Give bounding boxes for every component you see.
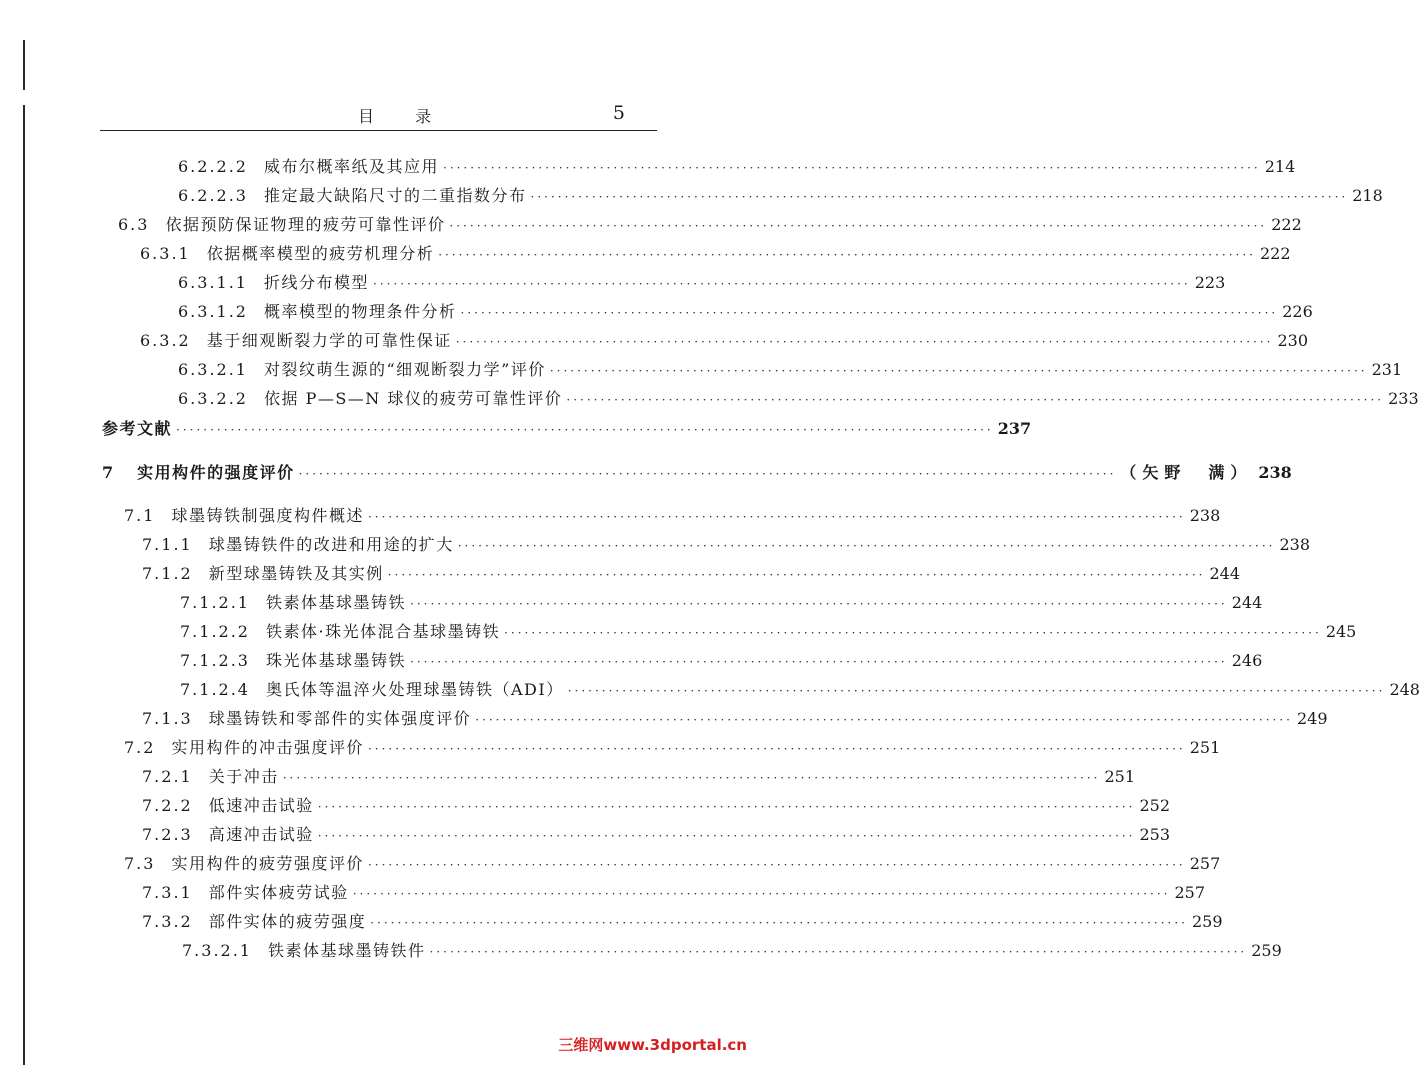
page-ref: 249 <box>1296 709 1328 728</box>
section-title: 球墨铸铁和零部件的实体强度评价 <box>208 709 472 728</box>
leader-dots: ························································································································ <box>566 393 1385 407</box>
page-ref: 214 <box>1264 157 1296 176</box>
page-ref: 246 <box>1231 651 1263 670</box>
toc-entry <box>124 735 1221 761</box>
toc-entry <box>142 909 1223 935</box>
section-number: 7.1.2.4 <box>180 680 250 699</box>
section-title: 基于细观断裂力学的可靠性保证 <box>206 331 452 350</box>
section-number: 7.1 <box>124 506 156 525</box>
leader-dots: ························································································································ <box>475 713 1293 727</box>
section-title: 威布尔概率纸及其应用 <box>263 157 439 176</box>
page-ref: 252 <box>1139 796 1171 815</box>
section-title: 铁素体基球墨铸铁 <box>265 593 406 612</box>
section-title: 实用构件的强度评价 <box>137 463 295 482</box>
page-number: 5 <box>612 102 625 124</box>
leader-dots: ························································································································ <box>457 539 1276 553</box>
toc-entry <box>180 590 1263 616</box>
section-number: 6.3.2 <box>140 331 191 350</box>
leader-dots: ························································································································ <box>460 306 1279 320</box>
leader-dots: ························································································································ <box>443 161 1261 175</box>
toc-entry <box>140 241 1291 267</box>
section-number: 7.1.2 <box>142 564 193 583</box>
page-ref: 230 <box>1277 331 1309 350</box>
section-title: 球墨铸铁制强度构件概述 <box>171 506 364 525</box>
section-title: 依据概率模型的疲劳机理分析 <box>206 244 435 263</box>
page-ref: 222 <box>1271 215 1302 234</box>
toc-entry <box>142 822 1171 848</box>
section-title: 参考文献 <box>102 419 173 438</box>
section-title: 部件实体疲劳试验 <box>208 883 349 902</box>
section-number: 7.2.3 <box>142 825 193 844</box>
section-title: 新型球墨铸铁及其实例 <box>208 564 384 583</box>
page-ref: 253 <box>1139 825 1171 844</box>
section-number: 6.2.2.3 <box>178 186 248 205</box>
toc-entry <box>180 648 1263 674</box>
section-number: 7.3 <box>124 854 156 873</box>
section-number: 6.3.1.1 <box>178 273 248 292</box>
page-ref: 248 <box>1389 680 1420 699</box>
section-title: 依据 P—S—N 球仪的疲劳可靠性评价 <box>263 389 563 408</box>
leader-dots: ························································································································ <box>438 248 1256 262</box>
toc-entry <box>142 706 1328 732</box>
page-ref: 231 <box>1371 360 1403 379</box>
page-header <box>100 102 657 131</box>
page-ref: 238 <box>1279 535 1311 554</box>
page-ref: 238 <box>1258 463 1292 482</box>
toc-entry <box>178 183 1383 209</box>
toc-entry <box>178 270 1226 296</box>
section-number: 6.3.2.1 <box>178 360 248 379</box>
section-number: 7 <box>102 463 116 482</box>
leader-dots: ························································································································ <box>429 945 1248 959</box>
running-head-title: 目 录 <box>358 107 450 126</box>
toc-entry <box>182 938 1282 964</box>
section-title: 低速冲击试验 <box>208 796 314 815</box>
leader-dots: ························································································································ <box>567 684 1386 698</box>
section-number: 7.1.2.2 <box>180 622 250 641</box>
leader-dots: ························································································································ <box>530 190 1349 204</box>
section-number: 6.3.1.2 <box>178 302 248 321</box>
section-title: 折线分布模型 <box>263 273 369 292</box>
toc-entry <box>140 328 1309 354</box>
section-number: 6.3.2.2 <box>178 389 248 408</box>
toc-entry <box>142 764 1136 790</box>
toc-entry <box>178 154 1296 180</box>
toc-entry <box>178 299 1313 325</box>
section-title: 对裂纹萌生源的“细观断裂力学”评价 <box>263 360 546 379</box>
section-title: 奥氏体等温淬火处理球墨铸铁（ADI） <box>265 680 564 699</box>
leader-dots: ························································································································ <box>370 916 1188 930</box>
leader-dots: ························································································································ <box>367 510 1186 524</box>
leader-dots: ························································································································ <box>387 568 1206 582</box>
toc-entry <box>142 880 1206 906</box>
leader-dots: ························································································································ <box>352 887 1171 901</box>
page-ref: 218 <box>1352 186 1383 205</box>
leader-dots: ························································································································ <box>410 597 1228 611</box>
leader-dots: ························································································································ <box>410 655 1228 669</box>
page-ref: 222 <box>1259 244 1291 263</box>
leader-dots: ························································································································ <box>549 364 1368 378</box>
page-ref: 223 <box>1194 273 1226 292</box>
section-title: 推定最大缺陷尺寸的二重指数分布 <box>263 186 527 205</box>
section-title: 依据预防保证物理的疲劳可靠性评价 <box>165 215 446 234</box>
toc-entry <box>142 793 1171 819</box>
page-ref: 257 <box>1189 854 1221 873</box>
section-number: 7.3.2 <box>142 912 193 931</box>
section-title: 关于冲击 <box>208 767 279 786</box>
toc-entry <box>118 212 1302 238</box>
section-title: 珠光体基球墨铸铁 <box>265 651 406 670</box>
section-number: 7.3.2.1 <box>182 941 252 960</box>
section-title: 部件实体的疲劳强度 <box>208 912 367 931</box>
section-number: 7.3.1 <box>142 883 193 902</box>
section-number: 7.1.2.1 <box>180 593 250 612</box>
leader-dots: ························································································································ <box>282 771 1101 785</box>
section-number: 7.1.2.3 <box>180 651 250 670</box>
leader-dots: ························································································································ <box>176 423 994 437</box>
page-ref: 238 <box>1189 506 1221 525</box>
toc-entry-chapter <box>102 460 1292 486</box>
page-ref: 226 <box>1282 302 1313 321</box>
toc-entry <box>142 532 1311 558</box>
section-title: 球墨铸铁件的改进和用途的扩大 <box>208 535 454 554</box>
toc-entry <box>124 851 1221 877</box>
page-ref: 251 <box>1104 767 1136 786</box>
site-watermark: 三维网www.3dportal.cn <box>558 1035 747 1054</box>
leader-dots: ························································································································ <box>373 277 1191 291</box>
page-ref: 233 <box>1388 389 1419 408</box>
section-number: 6.2.2.2 <box>178 157 248 176</box>
section-number: 6.3 <box>118 215 150 234</box>
binding-margin-line-top <box>23 40 25 90</box>
section-title: 铁素体基球墨铸铁件 <box>267 941 426 960</box>
toc-entry <box>180 677 1420 703</box>
toc-entry <box>178 357 1403 383</box>
leader-dots: ························································································································ <box>504 626 1322 640</box>
page-ref: 244 <box>1209 564 1241 583</box>
page-ref: 237 <box>997 419 1032 438</box>
toc-entry <box>180 619 1357 645</box>
section-title: 概率模型的物理条件分析 <box>263 302 457 321</box>
leader-dots: ························································································································ <box>367 742 1186 756</box>
toc-entry <box>178 386 1419 412</box>
toc-entry <box>124 503 1221 529</box>
page-ref: 251 <box>1189 738 1221 757</box>
section-number: 6.3.1 <box>140 244 191 263</box>
leader-dots: ························································································································ <box>317 800 1136 814</box>
section-number: 7.1.1 <box>142 535 193 554</box>
section-title: 实用构件的冲击强度评价 <box>171 738 364 757</box>
leader-dots: ························································································································ <box>317 829 1136 843</box>
page-ref: 259 <box>1191 912 1223 931</box>
leader-dots: ························································································································ <box>298 467 1117 481</box>
binding-margin-line-bottom <box>23 105 25 1065</box>
section-title: 实用构件的疲劳强度评价 <box>171 854 364 873</box>
section-number: 7.2 <box>124 738 156 757</box>
page-ref: 245 <box>1325 622 1357 641</box>
section-number: 7.2.2 <box>142 796 193 815</box>
toc-entry-references <box>102 416 1032 442</box>
leader-dots: ························································································································ <box>449 219 1268 233</box>
leader-dots: ························································································································ <box>455 335 1274 349</box>
chapter-author: （矢野 满） <box>1120 463 1253 482</box>
section-number: 7.1.3 <box>142 709 193 728</box>
section-title: 铁素体·珠光体混合基球墨铸铁 <box>265 622 501 641</box>
page-ref: 259 <box>1251 941 1282 960</box>
page-ref: 257 <box>1174 883 1206 902</box>
leader-dots: ························································································································ <box>367 858 1186 872</box>
section-title: 高速冲击试验 <box>208 825 314 844</box>
toc-entry <box>142 561 1241 587</box>
page-ref: 244 <box>1231 593 1263 612</box>
section-number: 7.2.1 <box>142 767 193 786</box>
